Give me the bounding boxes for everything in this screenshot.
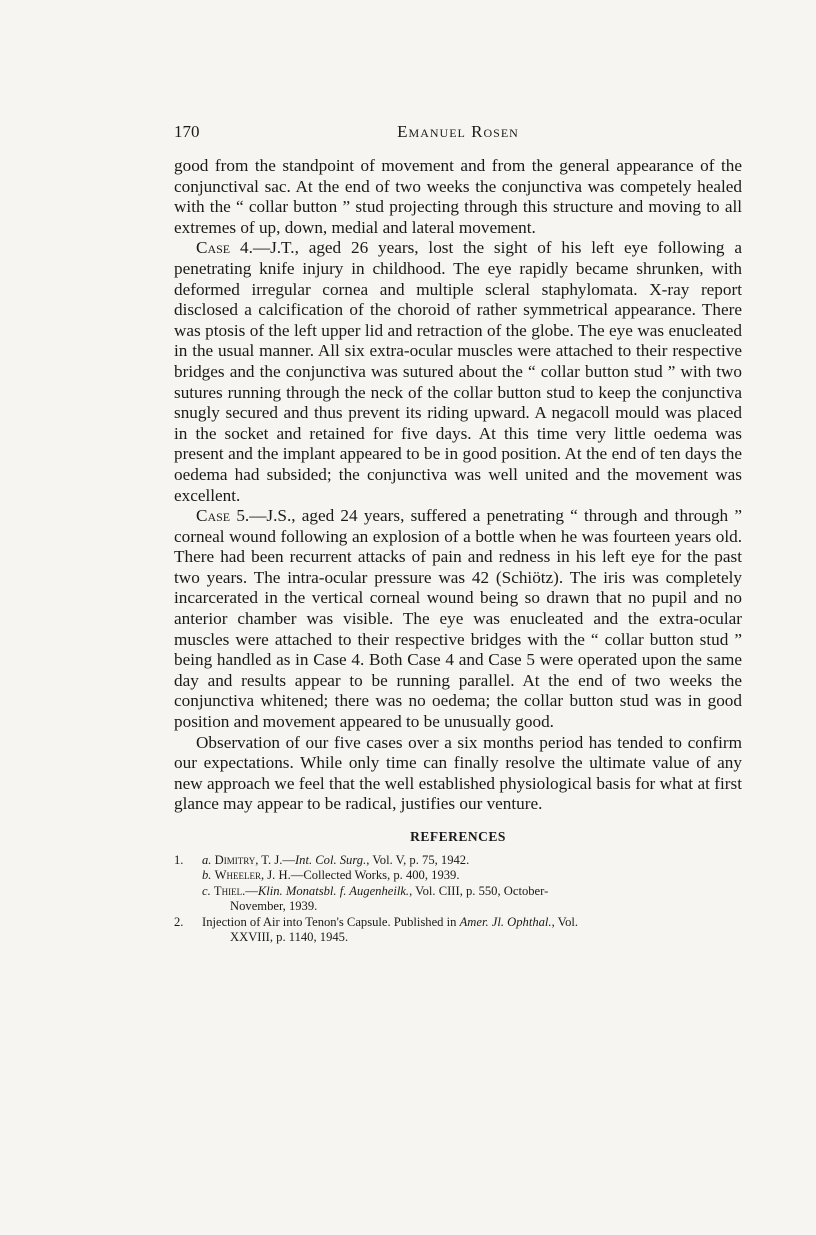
case-5-label: Case 5. bbox=[196, 506, 250, 526]
paragraph-case-4 bbox=[174, 238, 742, 506]
case-4-label: Case 4. bbox=[196, 238, 253, 258]
reference-1b bbox=[202, 868, 742, 883]
ref-journal: Int. Col. Surg. bbox=[294, 853, 367, 867]
sub-letter: c. bbox=[202, 883, 211, 898]
ref-details: , Vol. bbox=[551, 914, 579, 929]
ref-details: , Vol. V, p. 75, 1942. bbox=[366, 853, 470, 867]
ref-title: Injection of Air into Tenon's Capsule. Published in bbox=[202, 914, 460, 929]
body-text bbox=[174, 156, 742, 815]
paragraph-conclusion: Observation of our five cases over a six months period has tended to confirm our expectations. While only time can finally resolve the ultimate value of any new approach we feel that the well established physiological basis for what at first glance may appear to be radical, justifies our venture. bbox=[174, 732, 742, 814]
case-5-text: —J.S., aged 24 years, suffered a penetrating “ through and through ” corneal wound following an explosion of a bottle when he was fourteen years old. There had been recurrent attacks of pain and redness in his left eye for the past two years. The intra-ocular pressure was 42 (Schiötz). The iris was completely incarcerated in the vertical corneal wound being so drawn that no pupil and no anterior chamber was visible. The eye was enucleated and the extra-ocular muscles were attached to their respective bridges with the “ collar button stud ” being handled as in Case 4. Both Case 4 and Case 5 were operated upon the same day and results appear to be running parallel. At the end of two weeks the conjunctiva whitened; there was no oedema; the collar button stud was in good position and movement appeared to be unusually good. bbox=[174, 506, 742, 732]
reference-1c: c. Thiel.—Klin. Monatsbl. f. Augenheilk., Vol. CIII, p. 550, October- November, 1939. bbox=[202, 884, 742, 915]
ref-details: , Vol. CIII, p. 550, October- bbox=[409, 883, 549, 898]
sub-letter: b. bbox=[202, 868, 212, 883]
ref-author: Wheeler, J. H. bbox=[214, 868, 291, 883]
ref-journal: Klin. Monatsbl. f. Augenheilk. bbox=[257, 883, 410, 898]
paragraph-case-5 bbox=[174, 506, 742, 733]
reference-1 bbox=[174, 853, 742, 915]
reference-2 bbox=[174, 915, 742, 946]
ref-author: Thiel. bbox=[213, 883, 246, 898]
reference-number: 1. bbox=[174, 853, 184, 867]
references-list bbox=[174, 853, 742, 945]
ref-author: Dimitry, T. J. bbox=[214, 853, 283, 867]
case-4-text: —J.T., aged 26 years, lost the sight of his left eye following a penetrating knife injury in childhood. The eye rapidly became shrunken, with deformed irregular cornea and multiple scleral staphylomata. X-ray report disclosed a calcification of the choroid of rather symmetrical appearance. There was ptosis of the left upper lid and retraction of the globe. The eye was enucleated in the usual manner. All six extra-ocular muscles were attached to their respective bridges and the conjunctiva was sutured about the “ collar button stud ” with two sutures running through the neck of the collar button stud to keep the conjunctiva snugly secured and thus prevent its riding upward. A negacoll mould was placed in the socket and retained for five days. At this time very little oedema was present and the implant appeared to be in good position. At the end of ten days the oedema had subsided; the conjunctiva was well united and the movement was excellent. bbox=[174, 238, 742, 505]
ref-journal: Amer. Jl. Ophthal. bbox=[459, 914, 552, 929]
reference-number: 2. bbox=[174, 914, 184, 929]
ref-continuation: November, 1939. bbox=[230, 899, 318, 914]
running-head bbox=[174, 122, 742, 146]
page-number: 170 bbox=[174, 122, 200, 141]
ref-details: —Collected Works, p. 400, 1939. bbox=[290, 868, 460, 883]
ref-continuation: XXVIII, p. 1140, 1945. bbox=[230, 930, 349, 945]
page bbox=[174, 122, 742, 945]
sub-letter: a. bbox=[202, 853, 212, 867]
paragraph-continuation: good from the standpoint of movement and from the general appearance of the conjunctival sac. At the end of two weeks the conjunctiva was competely healed with the “ collar button ” stud projecting through this structure and moving to all extremes of up, down, medial and lateral movement. bbox=[174, 156, 742, 237]
running-head-author: Emanuel Rosen bbox=[397, 122, 519, 141]
references-heading: REFERENCES bbox=[410, 829, 506, 844]
reference-1a: a. Dimitry, T. J.—Int. Col. Surg., Vol. V, p. 75, 1942. bbox=[202, 853, 470, 867]
